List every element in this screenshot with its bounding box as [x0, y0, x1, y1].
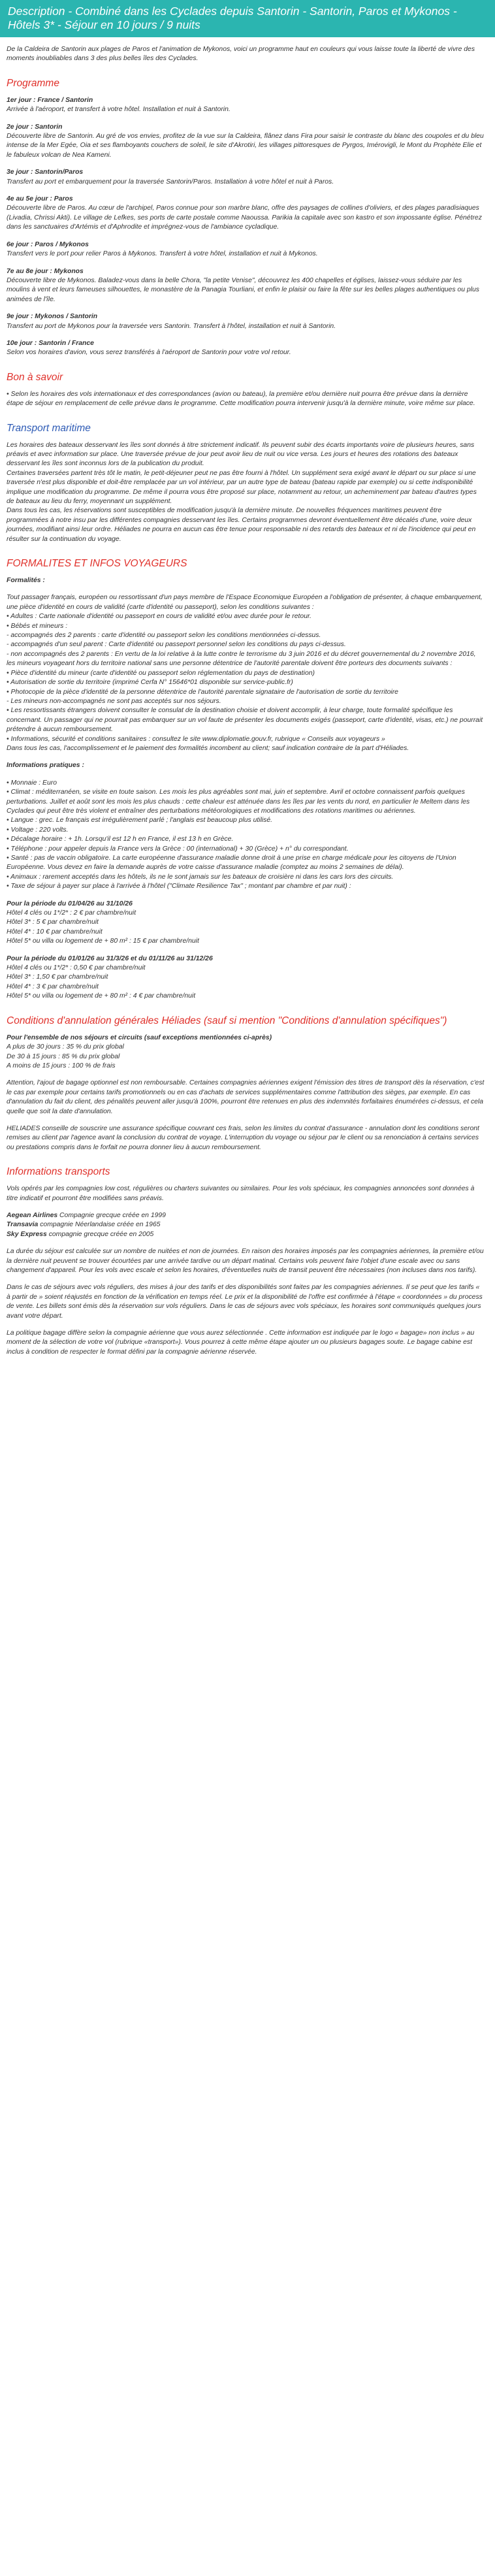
airline-item: [7, 1230, 485, 1239]
day-text: Découverte libre de Santorin. Au gré de vos envies, profitez de la vue sur la Caldeira, flânez dans Fira pour saisir le contraste du blanc des coupoles et du bleu intense de la Mer Egée, Oia et ses flamboyants couchers de soleil, le site d'Akrotiri, les villages pittoresques de Pyrgos, Imérovigli, le Mont du Prophète Elie et le fabuleux volcan de Nea Kameni.: [7, 133, 484, 159]
info-line: • Langue : grec. Le français est irrégulièrement parlé ; l'anglais est beaucoup plus utilisé.: [7, 817, 273, 824]
formalite-line: • Pièce d'identité du mineur (carte d'identité ou passeport selon réglementation du pays de destination): [7, 669, 315, 677]
day-title: 1er jour : France / Santorin: [7, 96, 93, 104]
day-title: 3e jour : Santorin/Paros: [7, 169, 84, 176]
day-text: Transfert au port de Mykonos pour la traversée vers Santorin. Transfert à l'hôtel, installation et nuit à Santorin.: [7, 322, 336, 330]
programme-day: [7, 240, 485, 259]
formalite-line: • Adultes : Carte nationale d'identité ou passeport en cours de validité et/ou avec durée pour le retour.: [7, 613, 311, 621]
programme-day: [7, 267, 485, 305]
tax-period-block: [7, 900, 485, 947]
maritime-paragraph: Dans tous les cas, les réservations sont susceptibles de modification jusqu'à la dernière minute. De nouvelles fréquences maritimes peuvent être programmées à notre insu par les différentes compagnies desservant les îles. Certains programmes devront éventuellement être décalés d'une, voire deux journées, modifiant ainsi leur ordre. Héliades ne pourra en aucun cas être tenue pour responsable ni des retards des bateaux et ni de l'incidence qui peut en résulter sur la continuation du voyage.: [7, 507, 476, 543]
tax-rate-line: Hôtel 3* : 5 € par chambre/nuit: [7, 919, 99, 926]
tax-rate-line: Hôtel 4* : 3 € par chambre/nuit: [7, 983, 99, 990]
transports-intro: Vols opérés par les compagnies low cost, régulières ou charters suivantes ou similaires. Pour les vols spéciaux, les compagnies annoncées sont données à titre indicatif et pourront être modifiées sans préavis.: [7, 1185, 475, 1202]
section-title-annulation: Conditions d'annulation générales Héliades (sauf si mention "Conditions d'annulation spécifiques"): [7, 1015, 447, 1026]
annulation-line: De 30 à 15 jours : 85 % du prix global: [7, 1052, 120, 1060]
formalite-line: • Les ressortissants étrangers doivent consulter le consulat de la destination choisie et doivent accomplir, à leur charge, toute formalité spécifique les concernant. Un passager qui ne pourrait pas embarquer sur un vol faute de présenter les documents exigés (passeport, carte d'identité, visas, etc.) ne pourrait prétendre à aucun remboursement.: [7, 707, 483, 734]
info-line: • Voltage : 220 volts.: [7, 826, 69, 834]
day-text: Découverte libre de Paros. Au cœur de l'archipel, Paros connue pour son marbre blanc, offre des paysages de collines d'oliviers, et des plages paradisiaques (Livadia, Chrissi Akti). Le village de Lefkes, ses ports de carte postale comme Naoussa. Parikia la capitale avec son kastro et son impossante église. Pénétrez dans les sanctuaires d'Artémis et d'Aphrodite et imprégnez-vous de l'ambiance cycladique.: [7, 204, 482, 231]
formalite-line: • Informations, sécurité et conditions sanitaires : consultez le site www.diplomatie.gouv.fr, rubrique « Conseils aux voyageurs »: [7, 735, 385, 743]
info-line: • Décalage horaire : + 1h. Lorsqu'il est 12 h en France, il est 13 h en Grèce.: [7, 836, 234, 843]
formalite-line: - accompagnés d'un seul parent : Carte d'identité ou passeport personnel selon les conditions du pays ci-dessus.: [7, 641, 346, 649]
programme-day: [7, 168, 485, 187]
section-title-bon-a-savoir: Bon à savoir: [7, 371, 63, 383]
programme-day: [7, 312, 485, 331]
programme-day: [7, 123, 485, 161]
day-title: 4e au 5e jour : Paros: [7, 195, 73, 203]
info-line: • Santé : pas de vaccin obligatoire. La carte européenne d'assurance maladie donne droit à une prise en charge médicale pour les citoyens de l'Union Européenne. Vous devez en faire la demande auprès de votre caisse d'assurance maladie (comptez au moins 2 semaines de délai).: [7, 855, 456, 872]
day-title: 9e jour : Mykonos / Santorin: [7, 313, 98, 321]
day-title: 6e jour : Paros / Mykonos: [7, 240, 89, 248]
airline-list: [7, 1211, 485, 1239]
page-banner: Description - Combiné dans les Cyclades depuis Santorin - Santorin, Paros et Mykonos - Hôtels 3* - Séjour en 10 jours / 9 nuits: [0, 0, 495, 37]
programme-day: [7, 195, 485, 233]
airline-item: [7, 1220, 485, 1230]
formalite-line: Dans tous les cas, l'accomplissement et le paiement des formalités incombent au client; sauf indication contraire de la part d'Héliades.: [7, 744, 409, 752]
maritime-paragraph: Les horaires des bateaux desservant les îles sont donnés à titre strictement indicatif. Ils peuvent subir des écarts importants voire de plusieurs heures, sans préavis et avec information sur place. Une traversée prévue de jour peut avoir lieu de nuit ou vice versa. Les jours et heures des rotations des bateaux desservant les îles sont inconnus lors de la publication du produit.: [7, 441, 475, 468]
infos-pratiques-list: [7, 779, 485, 892]
day-text: Selon vos horaires d'avion, vous serez transférés à l'aéroport de Santorin pour votre vol retour.: [7, 349, 291, 357]
formalite-line: • Bébés et mineurs :: [7, 622, 68, 630]
formalite-line: • Autorisation de sortie du territoire (imprimé Cerfa N° 15646*01 disponible sur service-public.fr): [7, 679, 293, 687]
formalite-line: - Les mineurs non-accompagnés ne sont pas acceptés sur nos séjours.: [7, 697, 221, 705]
day-title: 2e jour : Santorin: [7, 123, 63, 131]
tax-blocks: [7, 900, 485, 1002]
day-title: 10e jour : Santorin / France: [7, 339, 94, 347]
tax-rate-line: Hôtel 3* : 1,50 € par chambre/nuit: [7, 973, 108, 981]
day-title: 7e au 8e jour : Mykonos: [7, 267, 84, 275]
info-line: • Monnaie : Euro: [7, 779, 57, 787]
bon-a-savoir-text: • Selon les horaires des vols internationaux et des correspondances (avion ou bateau), la première et/ou dernière nuit pourra être prévue dans la dernière étape de séjour en remplacement de celle prévue dans le programme. Cette modification pourra intervenir jusqu'à la dernière minute, voire même sur place.: [7, 390, 475, 408]
tax-rate-line: Hôtel 4 clés ou 1*/2* : 2 € par chambre/nuit: [7, 909, 136, 917]
annulation-line: A plus de 30 jours : 35 % du prix global: [7, 1043, 124, 1051]
annulation-paragraph: Attention, l'ajout de bagage optionnel est non remboursable. Certaines compagnies aériennes exigent l'émission des titres de transport dès la réservation, c'est le cas par exemple pour certains tarifs promotionnels ou en cas d'achats de services supplémentaires comme l'attribution des sièges, par exemple. En cas d'annulation du fait du client, des pénalités peuvent aller jusqu'à 100%, pourront être retenues en plus des indemnités forfaitaires énumérées ci-dessus, et cela quelle que soit la date d'annulation.: [7, 1079, 485, 1115]
maritime-paragraph: Certaines traversées partent très tôt le matin, le petit-déjeuner peut ne pas être fourni à l'hôtel. Un supplément sera exigé avant le départ ou sur place si une traversée n'est plus disponible et doit-être remplacée par un vol intérieur, par un autre type de bateau (bateau rapide par exemple) ou si cette indisponibilité implique une modification du programme. De même il pourra vous être proposé sur place, notamment au retour, un acheminement par bateau d'autres types de bateaux au lieu du ferry, moyennant un supplément.: [7, 469, 477, 505]
transports-paragraph: Dans le cas de séjours avec vols réguliers, des mises à jour des tarifs et des disponibilités sont faites par les compagnies aériennes. Il se peut que les tarifs « à partir de » soient réajustés en fonction de la vérification en temps réel. Le prix et la disponibilité de l'offre est confirmée à l'étape « coordonnées » du process de vente. Les billets sont émis dès la réservation sur vols réguliers. Dans le cas de séjours avec vols spéciaux, les horaires sont communiqués quelques jours avant votre départ.: [7, 1284, 483, 1320]
transport-maritime-block: [7, 441, 485, 544]
infos-pratiques-subtitle: Informations pratiques :: [7, 762, 84, 770]
tax-rate-line: Hôtel 5* ou villa ou logement de + 80 m² : 15 € par chambre/nuit: [7, 937, 199, 945]
tax-rate-line: Hôtel 4* : 10 € par chambre/nuit: [7, 928, 103, 936]
transports-paragraph: La politique bagage diffère selon la compagnie aérienne que vous aurez sélectionnée . Cette information est indiquée par le logo « bagage» non inclus » au moment de la sélection de votre vol (rubrique «transport»). Vous pourrez à cette même étape ajouter un ou plusieurs bagages soute. Le bagage cabine est inclus à condition de respecter le format défini par la compagnie aérienne réservée.: [7, 1329, 475, 1356]
programme-day: [7, 96, 485, 115]
airline-desc: compagnie grecque créée en 2005: [48, 1230, 154, 1238]
annulation-intro: Pour l'ensemble de nos séjours et circuits (sauf exceptions mentionnées ci-après): [7, 1034, 272, 1041]
section-title-transports: Informations transports: [7, 1166, 110, 1178]
info-line: • Téléphone : pour appeler depuis la France vers la Grèce : 00 (international) + 30 (Grèce) + n° du correspondant.: [7, 845, 349, 853]
section-title-programme: Programme: [7, 77, 59, 89]
main-content: [0, 37, 495, 1384]
annulation-paragraph: HELIADES conseille de souscrire une assurance spécifique couvrant ces frais, selon les limites du contrat d'assurance - annulation dont les conditions seront remises au client par l'agence avant la conclusion du contrat de voyage. L'interruption du voyage ou séjour par le client ou sa renonciation à certains services ou prestations compris dans le forfait ne pourra donner lieu à aucun remboursement.: [7, 1124, 479, 1151]
airline-desc: Compagnie grecque créée en 1999: [59, 1211, 166, 1219]
tax-period-title: Pour la période du 01/04/26 au 31/10/26: [7, 900, 133, 907]
formalites-list: [7, 593, 485, 753]
info-line: • Climat : méditerranéen, se visite en toute saison. Les mois les plus agréables sont mai, juin et septembre. Avril et octobre connaissent parfois quelques perturbations. Juillet et août sont les mois les plus chauds : cette chaleur est atténuée dans les îles par les vents du nord, en particulier le Meltem dans les Cyclades qui peut être très violent et entraîner des perturbations météorologiques et modifications des rotations maritimes ou aériennes.: [7, 789, 470, 815]
day-text: Transfert vers le port pour relier Paros à Mykonos. Transfert à votre hôtel, installation et nuit à Mykonos.: [7, 250, 318, 258]
airline-name: Aegean Airlines: [7, 1211, 58, 1219]
tax-rate-line: Hôtel 4 clés ou 1*/2* : 0,50 € par chambre/nuit: [7, 964, 146, 972]
day-text: Transfert au port et embarquement pour la traversée Santorin/Paros. Installation à votre hôtel et nuit à Paros.: [7, 178, 334, 186]
day-text: Arrivée à l'aéroport, et transfert à votre hôtel. Installation et nuit à Santorin.: [7, 106, 231, 114]
airline-desc: compagnie Néerlandaise créée en 1965: [40, 1221, 161, 1229]
info-line: • Taxe de séjour à payer sur place à l'arrivée à l'hôtel ("Climate Resilience Tax" ; montant par chambre et par nuit) :: [7, 883, 351, 890]
formalite-line: • Photocopie de la pièce d'identité de la personne détentrice de l'autorité parentale signataire de l'autorisation de sortie du territoire: [7, 688, 398, 696]
formalite-line: - non accompagnés des 2 parents : En vertu de la loi relative à la lutte contre le terrorisme du 3 juin 2016 et du décret gouvernemental du 2 novembre 2016, les mineurs voyageant hors du territoire national sans une personne détentrice de l'autorité parentale doivent être porteurs des documents suivants :: [7, 650, 476, 668]
tax-period-title: Pour la période du 01/01/26 au 31/3/26 et du 01/11/26 au 31/12/26: [7, 954, 213, 962]
intro-text: De la Caldeira de Santorin aux plages de Paros et l'animation de Mykonos, voici un programme haut en couleurs qui vous laisse toute la liberté de vivre des moments inoubliables dans 3 des plus belles îles des Cyclades.: [7, 46, 475, 63]
airline-name: Transavia: [7, 1221, 39, 1229]
airline-name: Sky Express: [7, 1230, 47, 1238]
formalite-line: - accompagnés des 2 parents : carte d'identité ou passeport selon les conditions mentionnées ci-dessus.: [7, 632, 321, 640]
airline-item: [7, 1211, 485, 1220]
day-text: Découverte libre de Mykonos. Baladez-vous dans la belle Chora, "la petite Venise", découvrez les 400 chapelles et églises, laissez-vous séduire par les moulins à vent et leurs fameuses silhouettes, le monastère de la Panagia Tourliani, et enfin le plaisir ou faire la fête sur les belles plages authentiques ou plus animées de l'île.: [7, 276, 479, 303]
tax-rate-line: Hôtel 5* ou villa ou logement de + 80 m² : 4 € par chambre/nuit: [7, 992, 196, 1000]
annulation-block: [7, 1034, 485, 1071]
annulation-line: A moins de 15 jours : 100 % de frais: [7, 1062, 116, 1069]
transports-paragraph: La durée du séjour est calculée sur un nombre de nuitées et non de journées. En raison des horaires imposés par les compagnies aériennes, la première et/ou la dernière nuit peuvent se trouver écourtées par une arrivée tardive ou un départ matinal. Certains vols peuvent faire l'objet d'une escale avec ou sans changement d'appareil. Pour les vols avec escale et selon les horaires, d'éventuelles nuits de transit peuvent être nécessaires (non incluses dans nos tarifs).: [7, 1248, 484, 1274]
formalite-line: Tout passager français, européen ou ressortissant d'un pays membre de l'Espace Economique Européen a l'obligation de présenter, à chaque embarquement, une pièce d'identité en cours de validité (carte d'identité ou passeport), selon les conditions suivantes :: [7, 594, 483, 611]
formalites-subtitle: Formalités :: [7, 577, 45, 585]
info-line: • Animaux : rarement acceptés dans les hôtels, ils ne le sont jamais sur les bateaux de croisière ni dans les cars lors des circuits.: [7, 873, 394, 881]
programme-days: [7, 96, 485, 358]
section-title-transport-maritime: Transport maritime: [7, 422, 91, 434]
tax-period-block: [7, 954, 485, 1002]
section-title-formalites: FORMALITES ET INFOS VOYAGEURS: [7, 558, 187, 570]
programme-day: [7, 339, 485, 358]
